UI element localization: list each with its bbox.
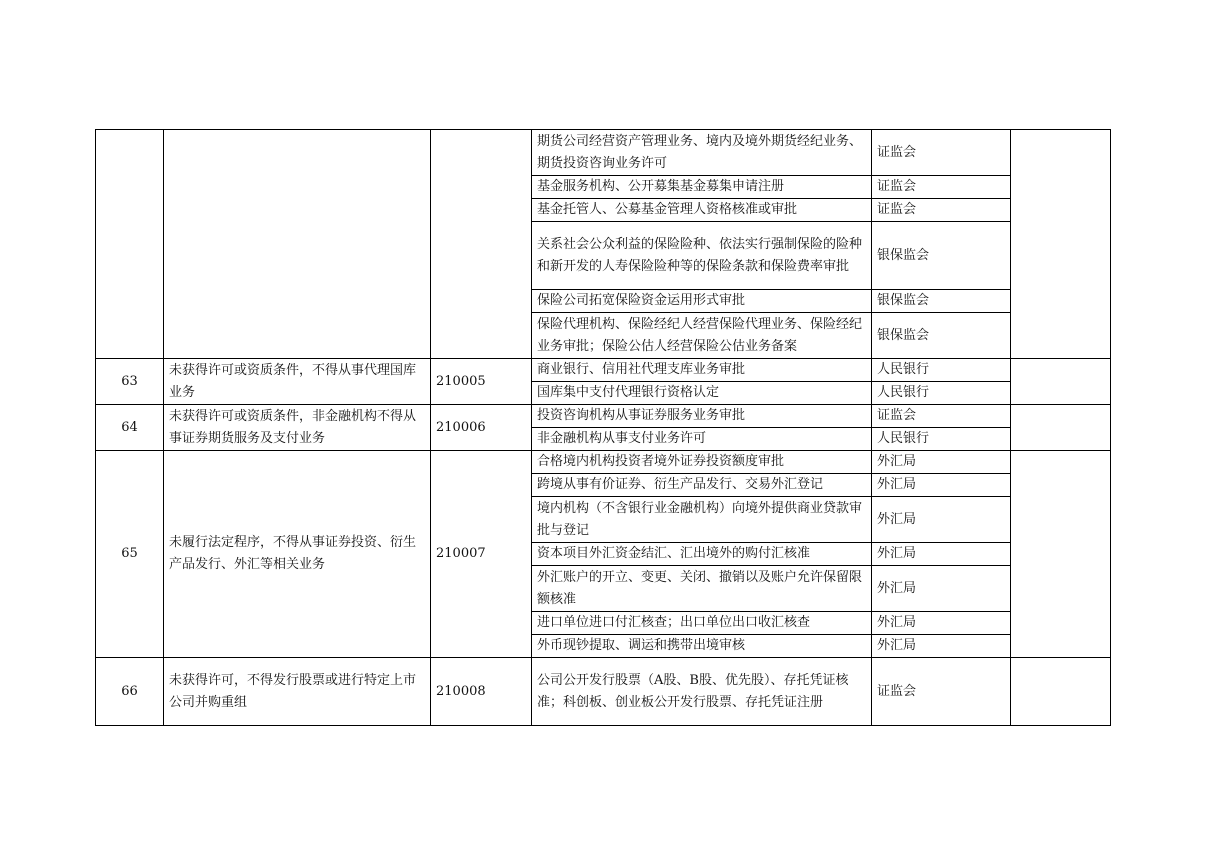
matter-cell: 保险代理机构、保险经纪人经营保险代理业务、保险经纪业务审批；保险公估人经营保险公估业务备案	[532, 313, 872, 359]
department-cell: 外汇局	[872, 474, 1011, 497]
remarks-cell	[1011, 130, 1111, 359]
matter-cell: 基金托管人、公募基金管理人资格核准或审批	[532, 199, 872, 222]
department-cell: 银保监会	[872, 222, 1011, 290]
code-cell: 210008	[431, 658, 532, 726]
condition-cell: 未获得许可，不得发行股票或进行特定上市公司并购重组	[164, 658, 431, 726]
remarks-cell	[1011, 405, 1111, 451]
table-row	[96, 130, 1111, 176]
code-cell	[431, 130, 532, 359]
department-cell: 银保监会	[872, 290, 1011, 313]
department-cell: 外汇局	[872, 566, 1011, 612]
condition-cell: 未获得许可或资质条件，不得从事代理国库业务	[164, 359, 431, 405]
department-cell: 外汇局	[872, 612, 1011, 635]
department-cell: 人民银行	[872, 359, 1011, 382]
matter-cell: 进口单位进口付汇核查；出口单位出口收汇核查	[532, 612, 872, 635]
matter-cell: 合格境内机构投资者境外证券投资额度审批	[532, 451, 872, 474]
department-cell: 证监会	[872, 176, 1011, 199]
department-cell: 证监会	[872, 199, 1011, 222]
remarks-cell	[1011, 451, 1111, 658]
department-cell: 证监会	[872, 658, 1011, 726]
matter-cell: 期货公司经营资产管理业务、境内及境外期货经纪业务、期货投资咨询业务许可	[532, 130, 872, 176]
department-cell: 人民银行	[872, 382, 1011, 405]
matter-cell: 跨境从事有价证券、衍生产品发行、交易外汇登记	[532, 474, 872, 497]
matter-cell: 外汇账户的开立、变更、关闭、撤销以及账户允许保留限额核准	[532, 566, 872, 612]
code-cell: 210007	[431, 451, 532, 658]
matter-cell: 非金融机构从事支付业务许可	[532, 428, 872, 451]
department-cell: 外汇局	[872, 635, 1011, 658]
regulation-table	[95, 129, 1111, 726]
table-body	[96, 130, 1111, 726]
item-number-cell: 66	[96, 658, 164, 726]
condition-cell: 未履行法定程序，不得从事证券投资、衍生产品发行、外汇等相关业务	[164, 451, 431, 658]
item-number-cell: 64	[96, 405, 164, 451]
matter-cell: 外币现钞提取、调运和携带出境审核	[532, 635, 872, 658]
matter-cell: 国库集中支付代理银行资格认定	[532, 382, 872, 405]
table-row	[96, 359, 1111, 382]
condition-cell	[164, 130, 431, 359]
table-row	[96, 451, 1111, 474]
department-cell: 证监会	[872, 130, 1011, 176]
item-number-cell	[96, 130, 164, 359]
matter-cell: 基金服务机构、公开募集基金募集申请注册	[532, 176, 872, 199]
matter-cell: 关系社会公众利益的保险险种、依法实行强制保险的险种和新开发的人寿保险险种等的保险条款和保险费率审批	[532, 222, 872, 290]
matter-cell: 保险公司拓宽保险资金运用形式审批	[532, 290, 872, 313]
department-cell: 人民银行	[872, 428, 1011, 451]
remarks-cell	[1011, 658, 1111, 726]
matter-cell: 资本项目外汇资金结汇、汇出境外的购付汇核准	[532, 543, 872, 566]
matter-cell: 境内机构（不含银行业金融机构）向境外提供商业贷款审批与登记	[532, 497, 872, 543]
code-cell: 210006	[431, 405, 532, 451]
item-number-cell: 65	[96, 451, 164, 658]
department-cell: 外汇局	[872, 543, 1011, 566]
matter-cell: 公司公开发行股票（A股、B股、优先股）、存托凭证核准；科创板、创业板公开发行股票、存托凭证注册	[532, 658, 872, 726]
table-row	[96, 405, 1111, 428]
department-cell: 证监会	[872, 405, 1011, 428]
item-number-cell: 63	[96, 359, 164, 405]
code-cell: 210005	[431, 359, 532, 405]
remarks-cell	[1011, 359, 1111, 405]
department-cell: 外汇局	[872, 497, 1011, 543]
department-cell: 银保监会	[872, 313, 1011, 359]
matter-cell: 商业银行、信用社代理支库业务审批	[532, 359, 872, 382]
table-row	[96, 658, 1111, 726]
department-cell: 外汇局	[872, 451, 1011, 474]
matter-cell: 投资咨询机构从事证券服务业务审批	[532, 405, 872, 428]
condition-cell: 未获得许可或资质条件，非金融机构不得从事证券期货服务及支付业务	[164, 405, 431, 451]
